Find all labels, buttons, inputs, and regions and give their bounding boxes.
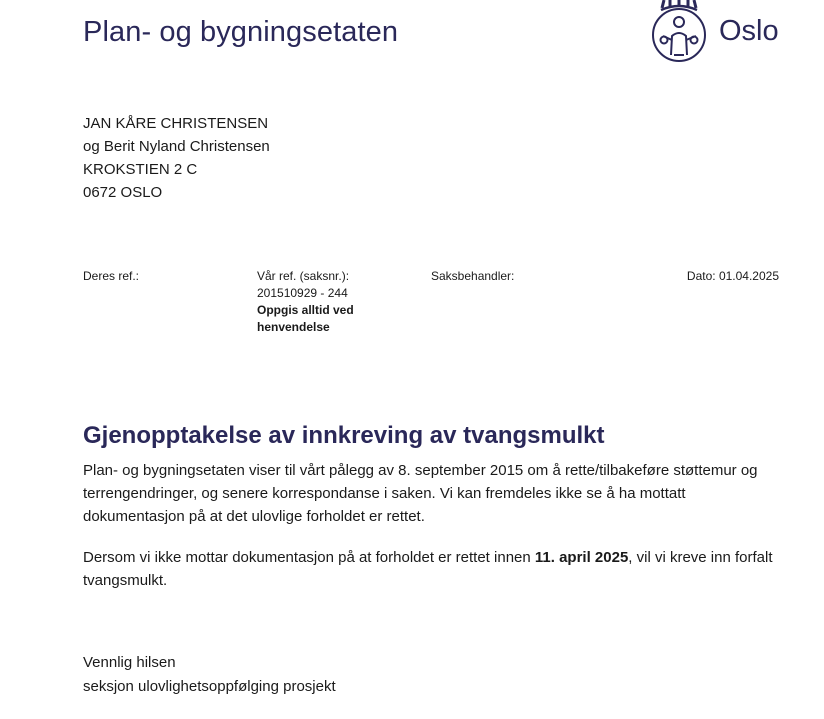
var-ref-note: Oppgis alltid ved henvendelse <box>257 303 354 334</box>
recipient-address <box>83 112 270 204</box>
var-ref-label: Vår ref. (saksnr.): <box>257 269 350 283</box>
saksbehandler-label: Saksbehandler: <box>431 269 515 283</box>
oslo-city-seal-icon <box>650 0 710 64</box>
agency-name: Plan- og bygningsetaten <box>83 16 399 48</box>
deadline-date: 11. april 2025 <box>534 549 629 566</box>
letter-date: Dato: 01.04.2025 <box>686 269 779 283</box>
paragraph-1: Plan- og bygningsetaten viser til vårt pålegg av 8. september 2015 om å rette/tilbakeføre støttemur og terrengendringer, og senere korrespondanse i saken. Vi kan fremdeles ikke se å ha mottatt dokumentasjon på at det ulovlige forholdet er rettet. <box>83 462 758 525</box>
deres-ref-label: Deres ref.: <box>83 269 140 283</box>
var-ref-block <box>257 268 397 336</box>
signature-block <box>83 651 336 699</box>
letter-title: Gjenopptakelse av innkreving av tvangsmulkt <box>83 422 605 449</box>
city-name: Oslo <box>719 15 779 47</box>
signature: seksjon ulovlighetsoppfølging prosjekt <box>83 678 336 695</box>
paragraph-2-text: Dersom vi ikke mottar dokumentasjon på at forholdet er rettet innen <box>83 549 535 566</box>
recipient-line: KROKSTIEN 2 C <box>83 161 198 178</box>
paragraph-2-text-end: , vil vi kreve inn forfalt tvangsmulkt. <box>83 549 773 589</box>
var-ref-value: 201510929 - 244 <box>257 286 348 300</box>
recipient-line: 0672 OSLO <box>83 184 163 201</box>
greeting: Vennlig hilsen <box>83 654 176 671</box>
recipient-line: og Berit Nyland Christensen <box>83 138 270 155</box>
recipient-line: JAN KÅRE CHRISTENSEN <box>83 115 269 132</box>
paragraph-2 <box>83 546 783 592</box>
